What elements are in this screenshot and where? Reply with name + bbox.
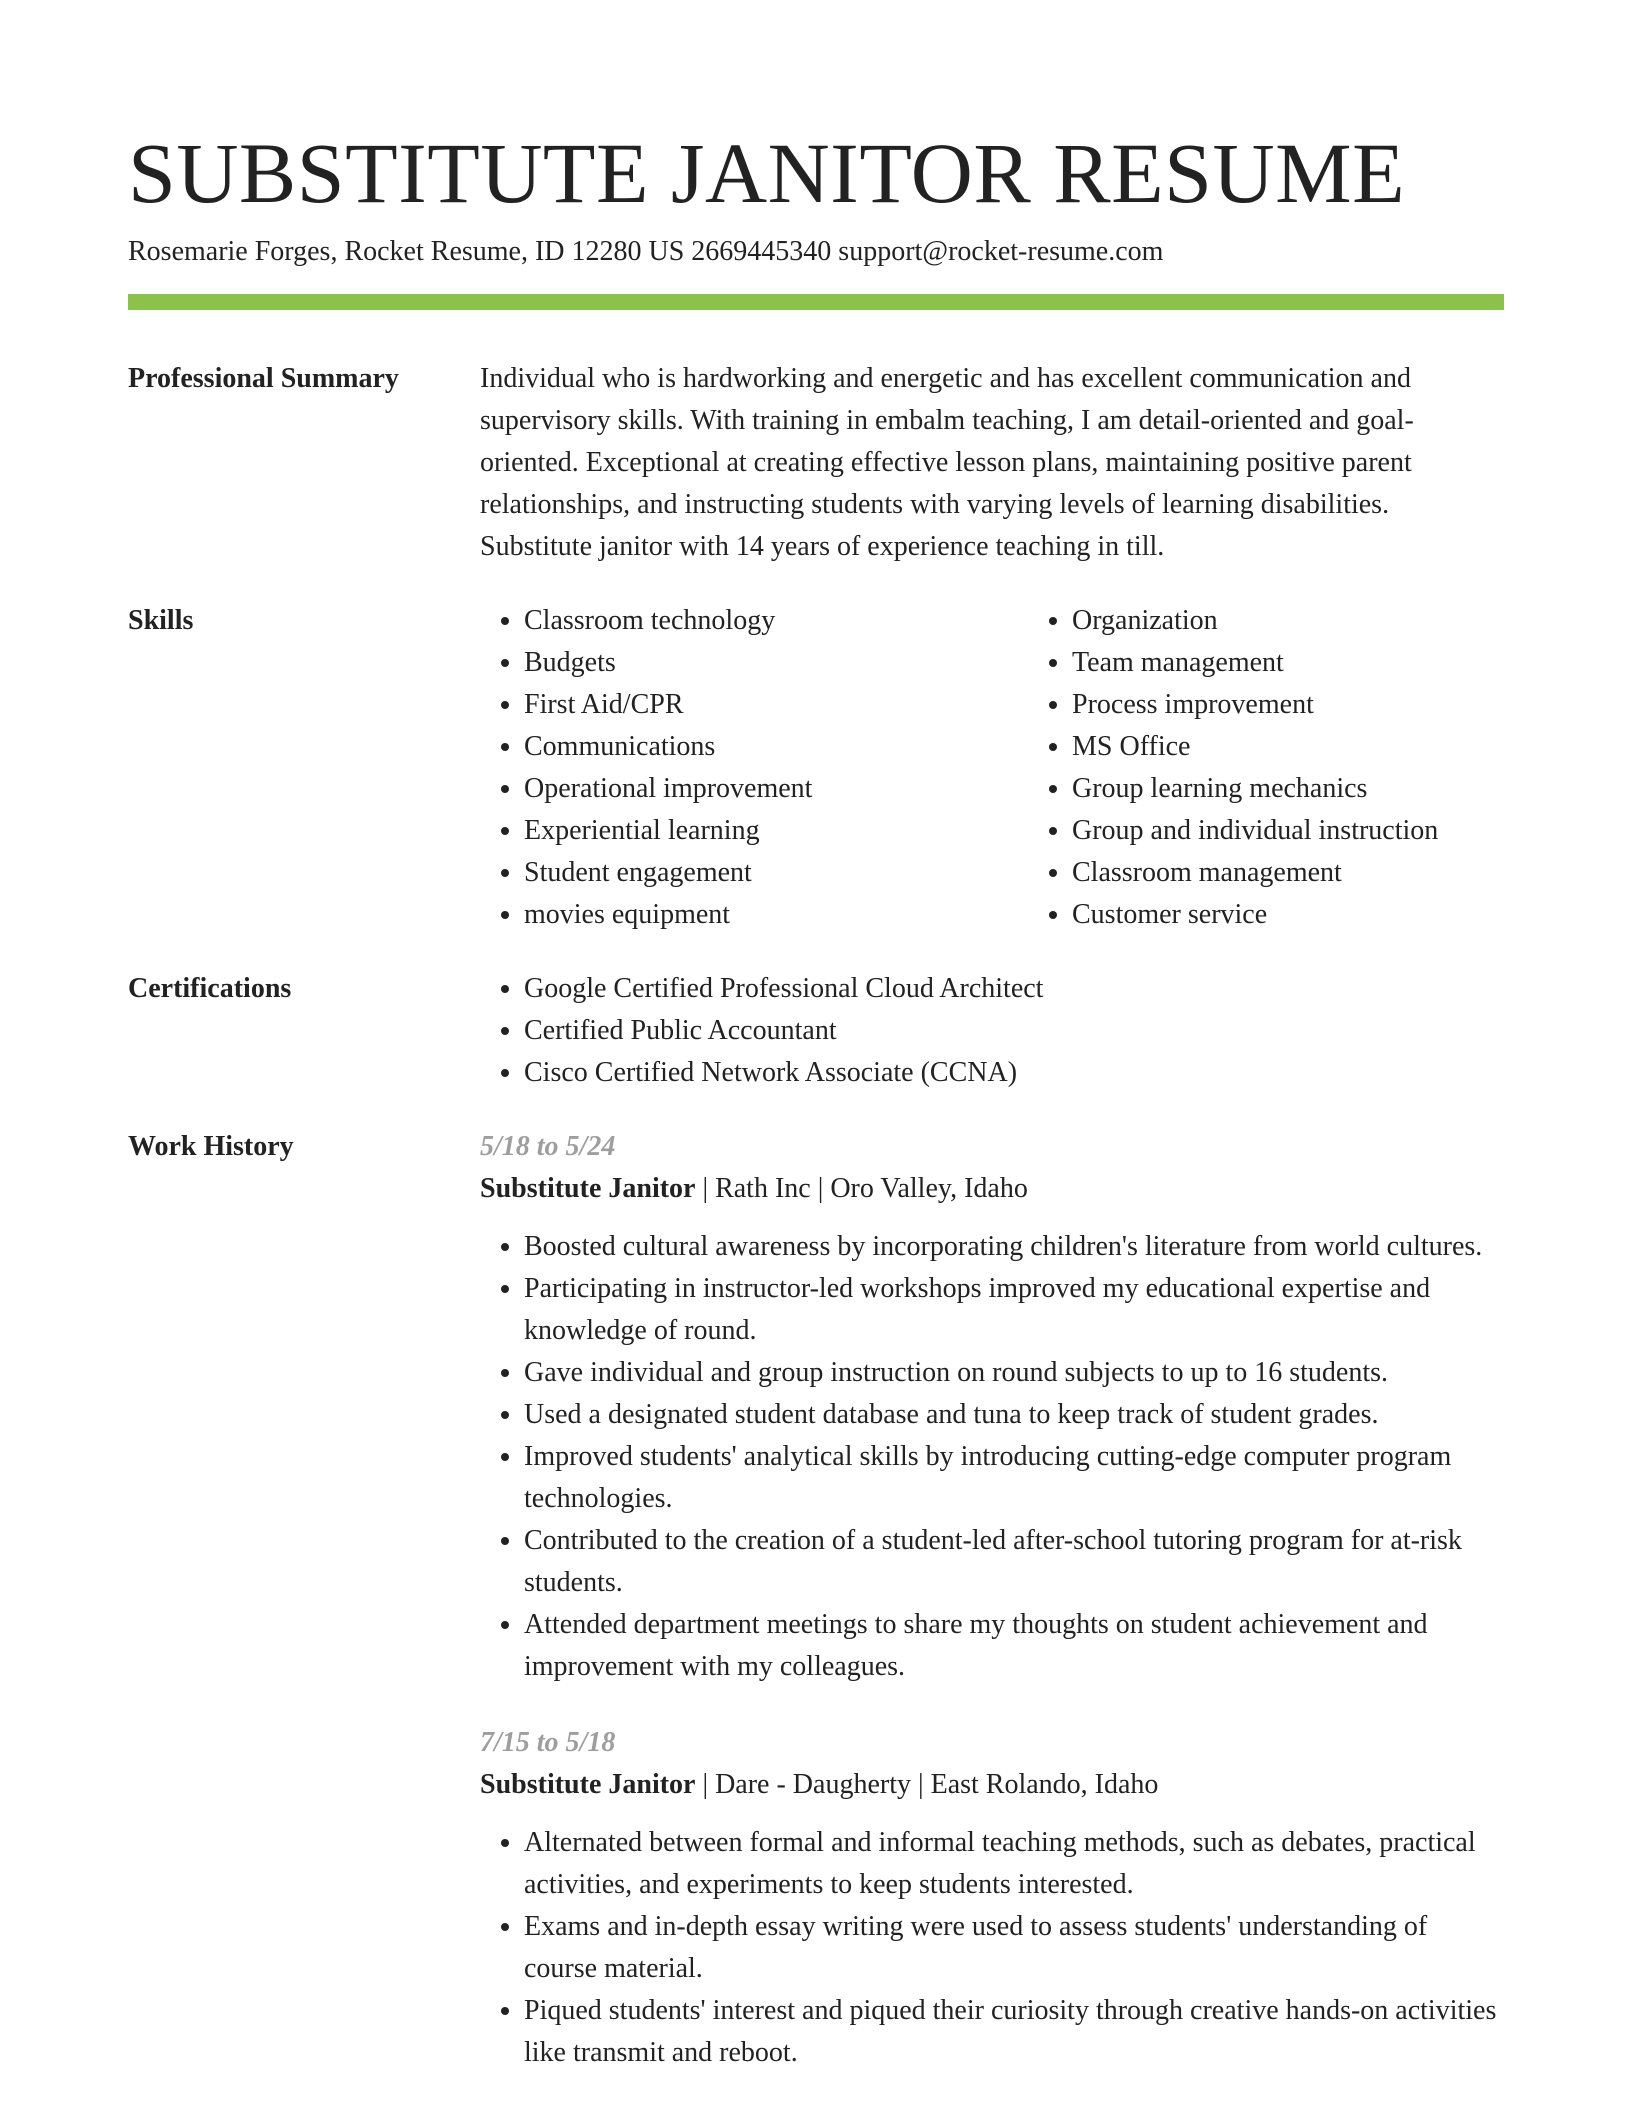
skill-item: • First Aid/CPR: [524, 684, 1028, 726]
job-title: Substitute Janitor: [480, 1173, 696, 1204]
skill-item: • Experiential learning: [524, 810, 1028, 852]
accent-divider: [128, 294, 1504, 310]
skill-item: • Customer service: [1072, 894, 1576, 936]
skills-left-list: [480, 600, 1028, 936]
summary-section: [128, 358, 1504, 568]
skills-label: Skills: [128, 605, 194, 636]
certifications-section: [128, 968, 1504, 1094]
job-bullet: • Exams and in-depth essay writing were used to assess students' understanding of course material.: [524, 1906, 1504, 1990]
skill-item: • Group learning mechanics: [1072, 768, 1576, 810]
skills-grid: [480, 600, 1576, 936]
job-title: Substitute Janitor: [480, 1769, 696, 1800]
job-details: | Rath Inc | Oro Valley, Idaho: [695, 1173, 1028, 1204]
skill-item: • Group and individual instruction: [1072, 810, 1576, 852]
certifications-body: [480, 968, 1504, 1094]
job-bullet: • Attended department meetings to share my thoughts on student achievement and improvement with my colleagues.: [524, 1604, 1504, 1688]
contact-line: Rosemarie Forges, Rocket Resume, ID 12280 US 2669445340 support@rocket-resume.com: [128, 236, 1164, 267]
job-entry: [480, 1722, 1504, 2074]
job-bullet: • Used a designated student database and tuna to keep track of student grades.: [524, 1394, 1504, 1436]
job-bullet: • Piqued students' interest and piqued their curiosity through creative hands-on activities like transmit and reboot.: [524, 1990, 1504, 2074]
job-bullet: • Participating in instructor-led workshops improved my educational expertise and knowledge of round.: [524, 1268, 1504, 1352]
skill-item: • Student engagement: [524, 852, 1028, 894]
job-bullet: • Alternated between formal and informal teaching methods, such as debates, practical activities, and experiments to keep students interested.: [524, 1822, 1504, 1906]
summary-text: Individual who is hardworking and energetic and has excellent communication and supervisory skills. With training in embalm teaching, I am detail-oriented and goal-oriented. Exceptional at creating effective lesson plans, maintaining positive parent relationships, and instructing students with varying levels of learning disabilities. Substitute janitor with 14 years of experience teaching in till.: [480, 363, 1414, 562]
job-bullet: • Boosted cultural awareness by incorporating children's literature from world cultures.: [524, 1226, 1504, 1268]
skill-item: • Budgets: [524, 642, 1028, 684]
skill-item: • Operational improvement: [524, 768, 1028, 810]
certification-item: • Google Certified Professional Cloud Architect: [524, 968, 1504, 1010]
certifications-label: Certifications: [128, 973, 292, 1004]
work-history-body: [480, 1126, 1504, 2074]
summary-body: [480, 358, 1504, 568]
certification-item: • Cisco Certified Network Associate (CCNA): [524, 1052, 1504, 1094]
skill-item: • Classroom technology: [524, 600, 1028, 642]
job-dates: 5/18 to 5/24: [480, 1131, 616, 1162]
certifications-list: [480, 968, 1504, 1094]
job-bullets: [480, 1822, 1504, 2074]
work-history-label: Work History: [128, 1131, 294, 1162]
skills-body: [480, 600, 1576, 936]
skill-item: • Organization: [1072, 600, 1576, 642]
job-details: | Dare - Daugherty | East Rolando, Idaho: [695, 1769, 1159, 1800]
skill-item: • MS Office: [1072, 726, 1576, 768]
job-bullet: • Improved students' analytical skills by introducing cutting-edge computer program technologies.: [524, 1436, 1504, 1520]
skills-section: [128, 600, 1504, 936]
skill-item: • Team management: [1072, 642, 1576, 684]
certification-item: • Certified Public Accountant: [524, 1010, 1504, 1052]
job-title-line: [480, 1168, 1504, 1210]
job-bullets: [480, 1226, 1504, 1688]
skills-right-list: [1028, 600, 1576, 936]
summary-label: Professional Summary: [128, 363, 399, 394]
resume-title: SUBSTITUTE JANITOR RESUME: [128, 125, 1406, 221]
job-title-line: [480, 1764, 1504, 1806]
skill-item: • Classroom management: [1072, 852, 1576, 894]
job-bullet: • Gave individual and group instruction on round subjects to up to 16 students.: [524, 1352, 1504, 1394]
job-bullet: • Contributed to the creation of a student-led after-school tutoring program for at-risk students.: [524, 1520, 1504, 1604]
skill-item: • Communications: [524, 726, 1028, 768]
skill-item: • Process improvement: [1072, 684, 1576, 726]
skill-item: • movies equipment: [524, 894, 1028, 936]
job-dates: 7/15 to 5/18: [480, 1727, 616, 1758]
job-entry: [480, 1126, 1504, 1688]
work-history-section: [128, 1126, 1504, 2074]
